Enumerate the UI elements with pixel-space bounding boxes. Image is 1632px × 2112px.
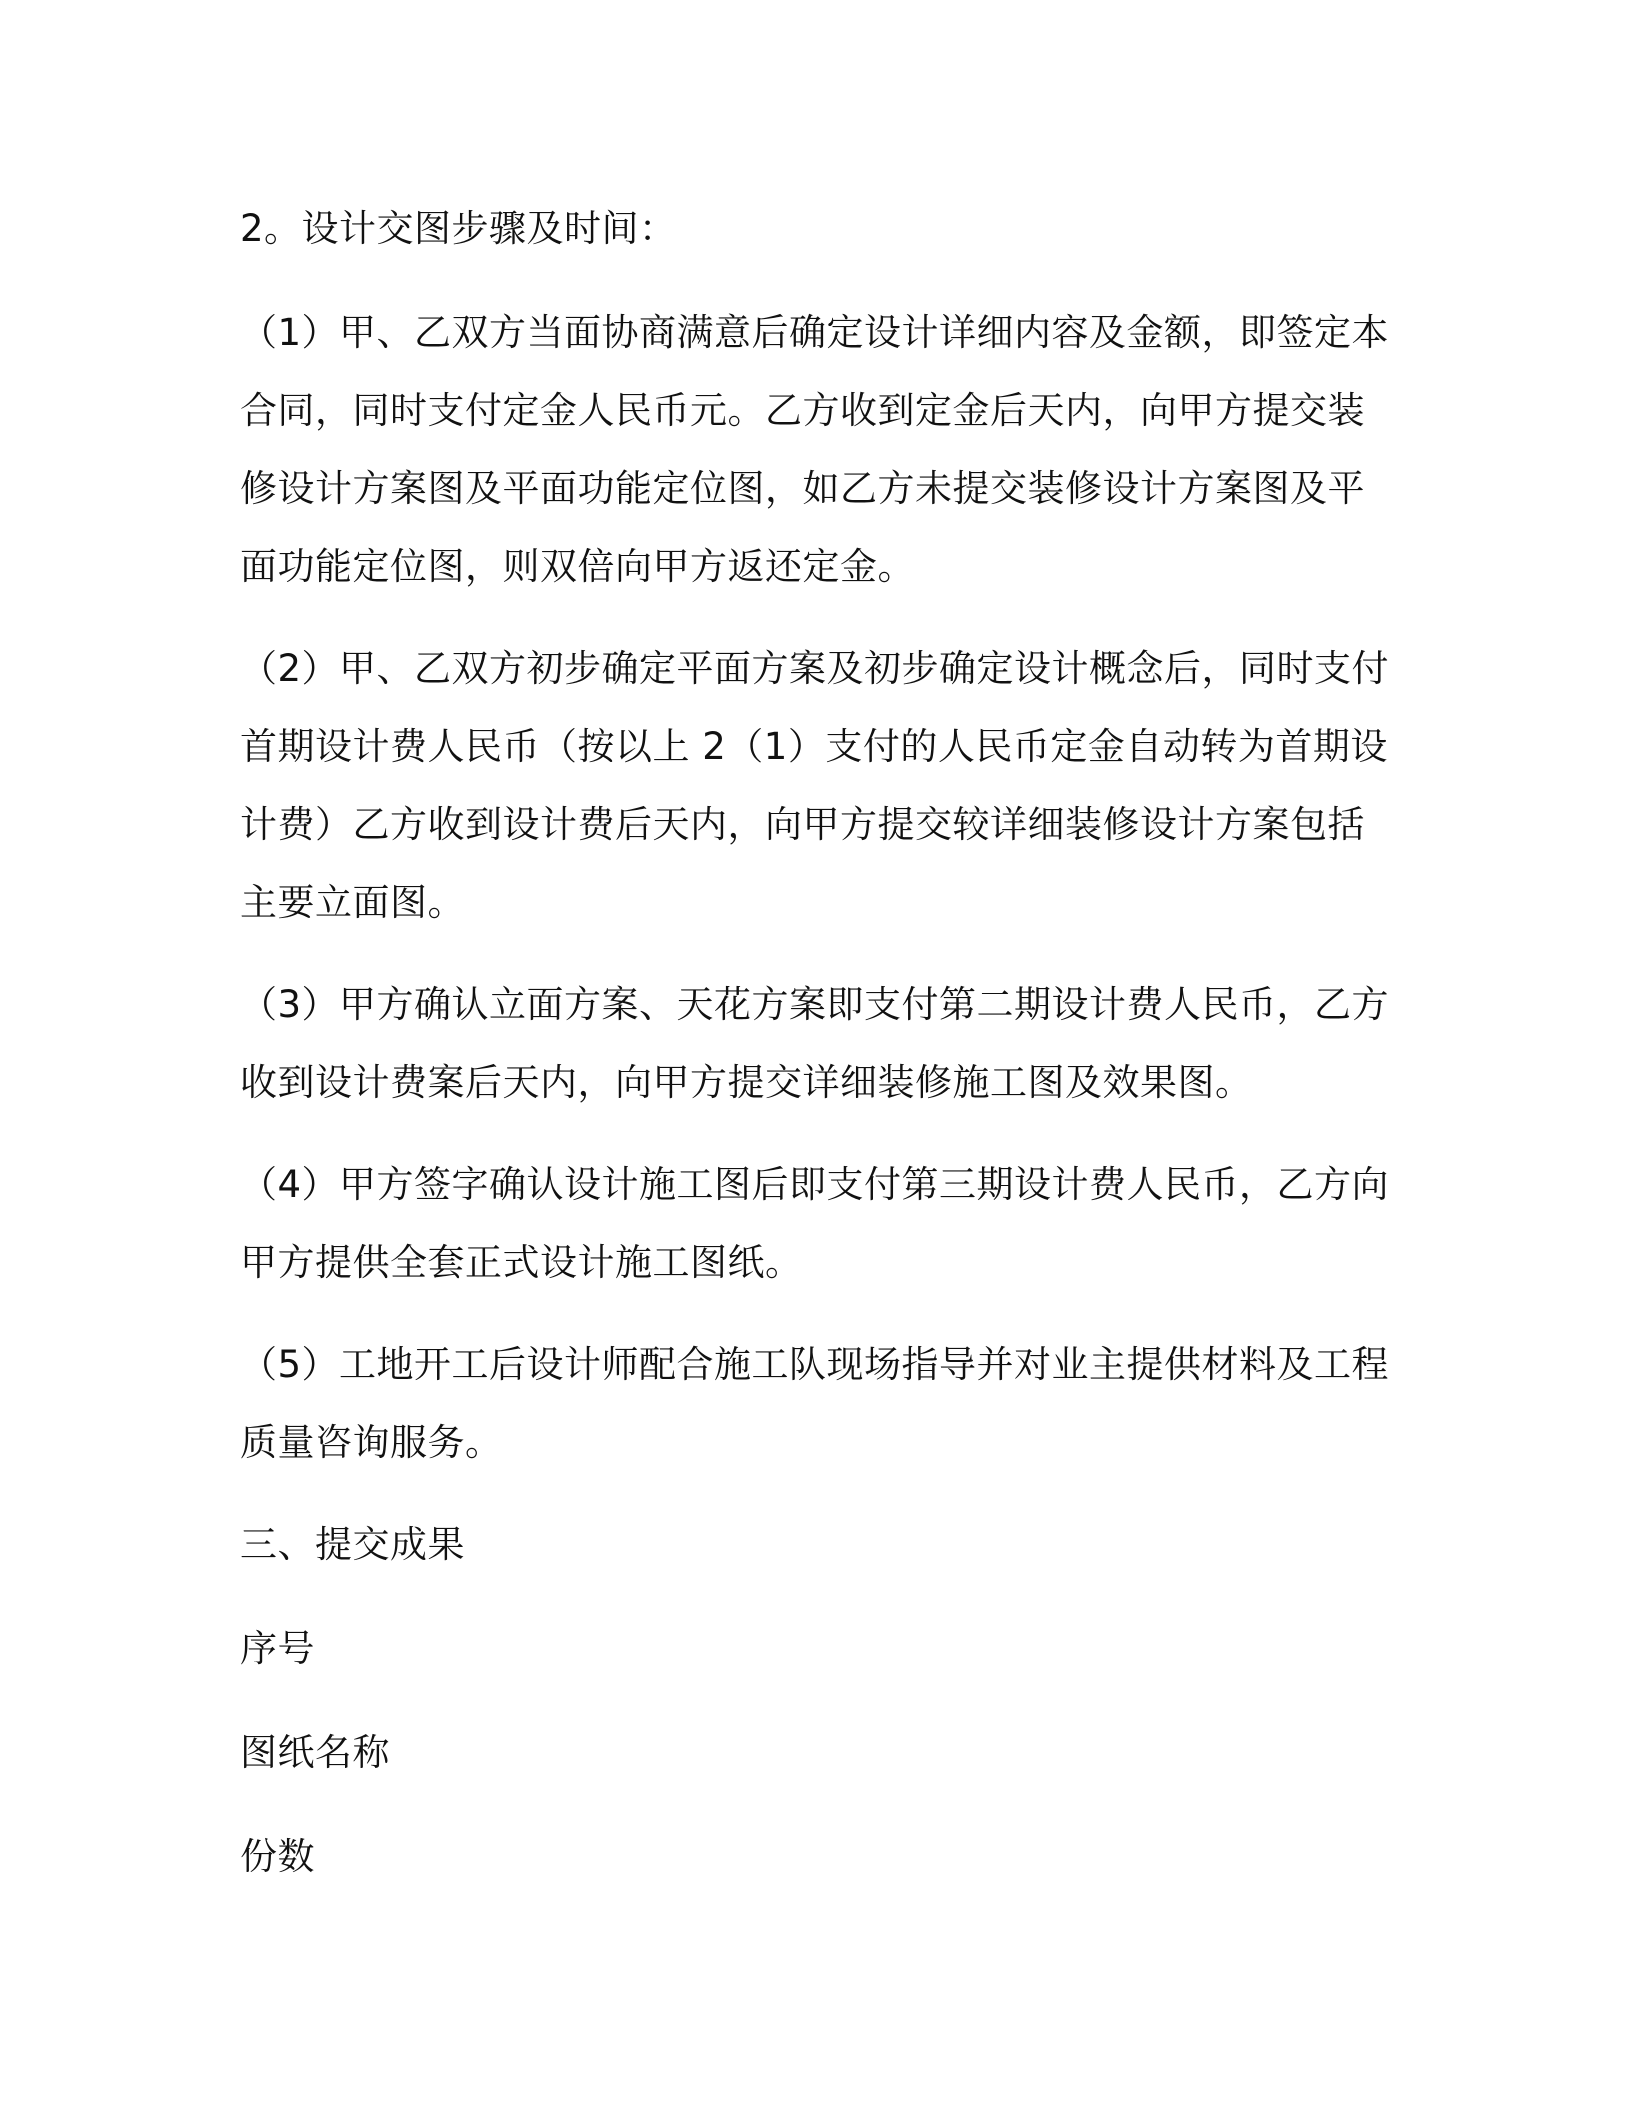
paragraph-line: （4）甲方签字确认设计施工图后即支付第三期设计费人民币，乙方向 (240, 1163, 1390, 1206)
paragraph-line: 面功能定位图，则双倍向甲方返还定金。 (240, 545, 915, 588)
paragraph-step-3 (240, 966, 1390, 1122)
paragraph-line: 主要立面图。 (240, 881, 465, 924)
paragraph-line: 计费）乙方收到设计费后天内，向甲方提交较详细装修设计方案包括 (240, 803, 1365, 846)
paragraph-line: （1）甲、乙双方当面协商满意后确定设计详细内容及金额，即签定本 (240, 311, 1390, 354)
table-header-drawing-name: 图纸名称 (240, 1731, 390, 1774)
paragraph-step-5 (240, 1326, 1390, 1482)
paragraph-line: （3）甲方确认立面方案、天花方案即支付第二期设计费人民币，乙方 (240, 983, 1390, 1026)
paragraph-step-2 (240, 630, 1390, 942)
table-header-copies: 份数 (240, 1835, 315, 1878)
paragraph-line: （5）工地开工后设计师配合施工队现场指导并对业主提供材料及工程 (240, 1343, 1390, 1386)
paragraph-line: （2）甲、乙双方初步确定平面方案及初步确定设计概念后，同时支付 (240, 647, 1390, 690)
paragraph-line: 首期设计费人民币（按以上 2（1）支付的人民币定金自动转为首期设 (240, 725, 1388, 768)
paragraph-step-4 (240, 1146, 1390, 1302)
table-header-index: 序号 (240, 1627, 315, 1670)
section-3-heading: 三、提交成果 (240, 1523, 465, 1566)
document-body (240, 190, 1390, 1922)
paragraph-line: 甲方提供全套正式设计施工图纸。 (240, 1241, 803, 1284)
paragraph-line: 质量咨询服务。 (240, 1421, 503, 1464)
paragraph-step-1 (240, 294, 1390, 606)
section-2-heading: 2。设计交图步骤及时间： (240, 207, 677, 250)
paragraph-line: 收到设计费案后天内，向甲方提交详细装修施工图及效果图。 (240, 1061, 1253, 1104)
paragraph-line: 合同，同时支付定金人民币元。乙方收到定金后天内，向甲方提交装 (240, 389, 1365, 432)
paragraph-line: 修设计方案图及平面功能定位图，如乙方未提交装修设计方案图及平 (240, 467, 1365, 510)
